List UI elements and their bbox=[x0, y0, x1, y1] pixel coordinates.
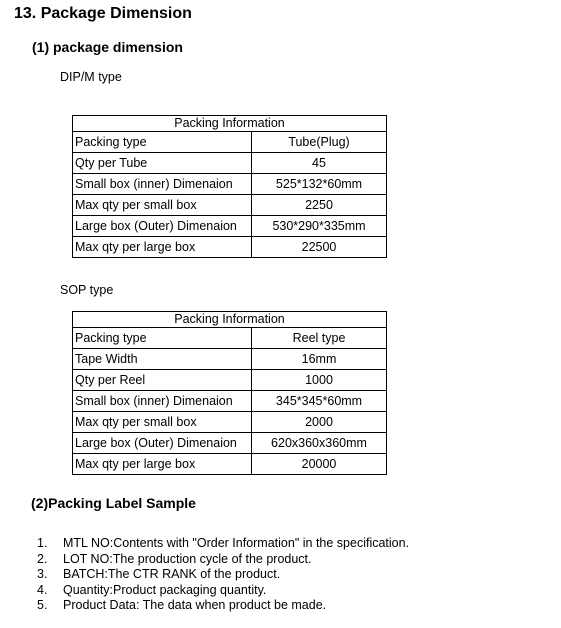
list-item bbox=[37, 536, 409, 552]
row-value: 1000 bbox=[252, 370, 387, 391]
list-text: LOT NO:The production cycle of the product. bbox=[63, 551, 312, 566]
label-notes-list bbox=[37, 536, 409, 614]
list-text: Product Data: The data when product be made. bbox=[63, 598, 327, 612]
dip-table-header: Packing Information bbox=[73, 116, 387, 132]
table-row bbox=[73, 370, 387, 391]
section-title: 13. Package Dimension bbox=[14, 5, 192, 22]
row-value: 20000 bbox=[252, 454, 387, 475]
sop-packing-table bbox=[72, 311, 387, 475]
table-row bbox=[73, 132, 387, 153]
list-number: 2. bbox=[37, 551, 48, 566]
row-value: 345*345*60mm bbox=[252, 391, 387, 412]
table-row bbox=[73, 195, 387, 216]
row-value: 2000 bbox=[252, 412, 387, 433]
list-number: 1. bbox=[37, 536, 48, 550]
table-row bbox=[73, 153, 387, 174]
row-value: 16mm bbox=[252, 349, 387, 370]
table-row bbox=[73, 412, 387, 433]
list-item bbox=[37, 552, 409, 568]
table-row bbox=[73, 391, 387, 412]
sop-table-header: Packing Information bbox=[73, 312, 387, 328]
row-label: Qty per Tube bbox=[73, 153, 252, 174]
row-value: 2250 bbox=[252, 195, 387, 216]
list-text: BATCH:The CTR RANK of the product. bbox=[63, 567, 281, 581]
table-row bbox=[73, 454, 387, 475]
row-label: Max qty per large box bbox=[73, 237, 252, 258]
row-label: Small box (inner) Dimenaion bbox=[73, 391, 252, 412]
table-row bbox=[73, 433, 387, 454]
sop-type-label: SOP type bbox=[60, 283, 114, 297]
row-label: Qty per Reel bbox=[73, 370, 252, 391]
dip-type-label: DIP/M type bbox=[60, 70, 122, 84]
row-value: 22500 bbox=[252, 237, 387, 258]
list-number: 5. bbox=[37, 598, 48, 612]
table-row bbox=[73, 328, 387, 349]
row-label: Large box (Outer) Dimenaion bbox=[73, 433, 252, 454]
list-number: 4. bbox=[37, 582, 48, 597]
table-row bbox=[73, 237, 387, 258]
table-row bbox=[73, 174, 387, 195]
dip-packing-table bbox=[72, 115, 387, 258]
row-label: Packing type bbox=[73, 328, 252, 349]
subsection-title-package-dimension: (1) package dimension bbox=[32, 39, 183, 55]
list-item bbox=[37, 598, 409, 614]
row-value: 45 bbox=[252, 153, 387, 174]
list-item bbox=[37, 583, 409, 599]
row-label: Tape Width bbox=[73, 349, 252, 370]
row-label: Max qty per large box bbox=[73, 454, 252, 475]
row-label: Max qty per small box bbox=[73, 195, 252, 216]
row-label: Packing type bbox=[73, 132, 252, 153]
list-number: 3. bbox=[37, 567, 48, 581]
list-text: Quantity:Product packaging quantity. bbox=[63, 582, 267, 597]
row-label: Max qty per small box bbox=[73, 412, 252, 433]
row-value: 620x360x360mm bbox=[252, 433, 387, 454]
table-row bbox=[73, 216, 387, 237]
row-label: Large box (Outer) Dimenaion bbox=[73, 216, 252, 237]
row-value: 530*290*335mm bbox=[252, 216, 387, 237]
table-row bbox=[73, 349, 387, 370]
row-value: Reel type bbox=[252, 328, 387, 349]
row-label: Small box (inner) Dimenaion bbox=[73, 174, 252, 195]
row-value: 525*132*60mm bbox=[252, 174, 387, 195]
list-item bbox=[37, 567, 409, 583]
subsection-title-packing-label: (2)Packing Label Sample bbox=[31, 495, 196, 511]
list-text: MTL NO:Contents with "Order Information" in the specification. bbox=[63, 536, 410, 550]
row-value: Tube(Plug) bbox=[252, 132, 387, 153]
